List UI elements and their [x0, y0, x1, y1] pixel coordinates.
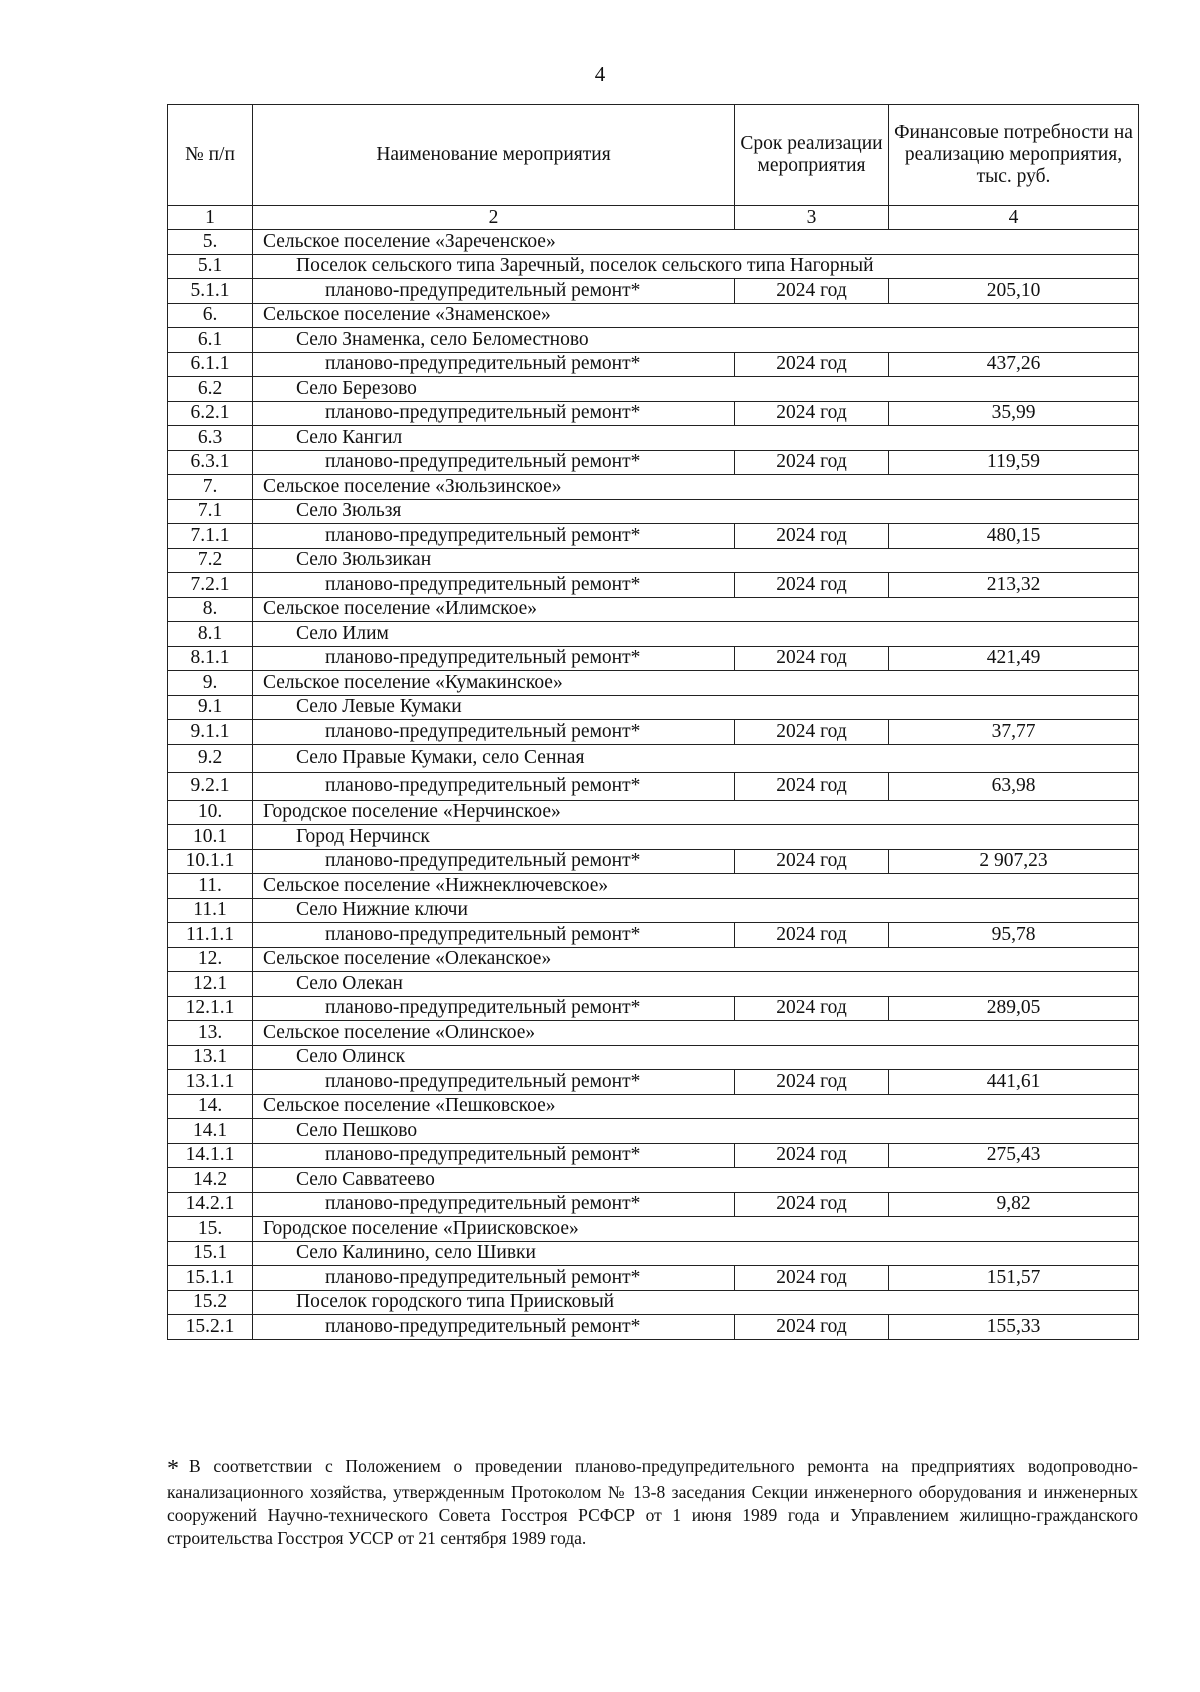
table-row — [168, 499, 1139, 524]
row-number: 5. — [168, 230, 253, 255]
row-name: планово-предупредительный ремонт* — [253, 923, 735, 948]
table-header-row — [168, 105, 1139, 206]
row-amount: 421,49 — [889, 646, 1139, 671]
row-name: Село Кангил — [253, 426, 1139, 451]
row-name: Село Зюльзикан — [253, 548, 1139, 573]
table-row — [168, 800, 1139, 825]
column-number-row — [168, 206, 1139, 230]
table-row — [168, 744, 1139, 772]
row-name: планово-предупредительный ремонт* — [253, 401, 735, 426]
row-amount: 437,26 — [889, 352, 1139, 377]
row-number: 12.1 — [168, 972, 253, 997]
column-number: 1 — [168, 206, 253, 230]
row-number: 14. — [168, 1094, 253, 1119]
row-number: 12. — [168, 947, 253, 972]
table-row — [168, 874, 1139, 899]
row-amount: 205,10 — [889, 279, 1139, 304]
table-row — [168, 646, 1139, 671]
row-name: планово-предупредительный ремонт* — [253, 524, 735, 549]
table-row — [168, 1094, 1139, 1119]
table-row — [168, 947, 1139, 972]
row-number: 8. — [168, 597, 253, 622]
row-number: 11.1 — [168, 898, 253, 923]
row-name: Поселок сельского типа Заречный, поселок сельского типа Нагорный — [253, 254, 1139, 279]
row-term: 2024 год — [735, 1070, 889, 1095]
row-amount: 289,05 — [889, 996, 1139, 1021]
row-name: Сельское поселение «Зареченское» — [253, 230, 1139, 255]
table-row — [168, 230, 1139, 255]
row-term: 2024 год — [735, 1143, 889, 1168]
row-amount: 63,98 — [889, 772, 1139, 800]
row-number: 14.1.1 — [168, 1143, 253, 1168]
row-term: 2024 год — [735, 352, 889, 377]
row-number: 7.2.1 — [168, 573, 253, 598]
row-name: планово-предупредительный ремонт* — [253, 1070, 735, 1095]
table-row — [168, 622, 1139, 647]
row-term: 2024 год — [735, 279, 889, 304]
row-name: Село Олекан — [253, 972, 1139, 997]
row-name: планово-предупредительный ремонт* — [253, 1315, 735, 1340]
row-term: 2024 год — [735, 450, 889, 475]
row-number: 9. — [168, 671, 253, 696]
page-number: 4 — [594, 62, 606, 86]
table-row — [168, 303, 1139, 328]
table-row — [168, 1168, 1139, 1193]
row-name: планово-предупредительный ремонт* — [253, 1192, 735, 1217]
row-number: 7.2 — [168, 548, 253, 573]
row-number: 5.1.1 — [168, 279, 253, 304]
table-row — [168, 377, 1139, 402]
table-row — [168, 671, 1139, 696]
row-name: планово-предупредительный ремонт* — [253, 450, 735, 475]
row-number: 6.3 — [168, 426, 253, 451]
row-number: 15.1.1 — [168, 1266, 253, 1291]
row-number: 10. — [168, 800, 253, 825]
column-number: 2 — [253, 206, 735, 230]
row-name: Сельское поселение «Пешковское» — [253, 1094, 1139, 1119]
row-number: 14.1 — [168, 1119, 253, 1144]
row-term: 2024 год — [735, 401, 889, 426]
row-name: Село Савватеево — [253, 1168, 1139, 1193]
row-number: 8.1 — [168, 622, 253, 647]
row-term: 2024 год — [735, 1192, 889, 1217]
header-term: Срок реализации мероприятия — [735, 105, 889, 206]
table-body — [168, 230, 1139, 1340]
row-amount: 441,61 — [889, 1070, 1139, 1095]
table-row — [168, 352, 1139, 377]
row-name: планово-предупредительный ремонт* — [253, 1266, 735, 1291]
row-name: планово-предупредительный ремонт* — [253, 772, 735, 800]
row-name: Село Правые Кумаки, село Сенная — [253, 744, 1139, 772]
row-number: 11. — [168, 874, 253, 899]
table-row — [168, 695, 1139, 720]
row-name: Село Березово — [253, 377, 1139, 402]
row-name: планово-предупредительный ремонт* — [253, 720, 735, 745]
row-amount: 480,15 — [889, 524, 1139, 549]
row-amount: 213,32 — [889, 573, 1139, 598]
row-name: планово-предупредительный ремонт* — [253, 849, 735, 874]
footnote-text: В соответствии с Положением о проведении планово-предупредительного ремонта на предприятиях водопроводно-канализационного хозяйства, утвержденным Протоколом № 13-8 заседания Секции инженерного оборудования и инженерных сооружений Научно-технического Совета Госстроя РСФСР от 1 июня 1989 года и Управлением жилищно-гражданского строительства Госстроя УССР от 21 сентября 1989 года. — [167, 1456, 1138, 1548]
row-number: 7.1 — [168, 499, 253, 524]
table-row — [168, 1192, 1139, 1217]
row-term: 2024 год — [735, 524, 889, 549]
table-row — [168, 849, 1139, 874]
header-name: Наименование мероприятия — [253, 105, 735, 206]
header-finance: Финансовые потребности на реализацию мероприятия, тыс. руб. — [889, 105, 1139, 206]
row-name: Село Пешково — [253, 1119, 1139, 1144]
table-row — [168, 573, 1139, 598]
table-row — [168, 475, 1139, 500]
row-name: планово-предупредительный ремонт* — [253, 279, 735, 304]
row-amount: 95,78 — [889, 923, 1139, 948]
row-name: планово-предупредительный ремонт* — [253, 646, 735, 671]
row-number: 10.1 — [168, 825, 253, 850]
row-number: 6.1 — [168, 328, 253, 353]
row-number: 5.1 — [168, 254, 253, 279]
table-row — [168, 972, 1139, 997]
row-name: планово-предупредительный ремонт* — [253, 996, 735, 1021]
row-name: Поселок городского типа Приисковый — [253, 1290, 1139, 1315]
row-amount: 275,43 — [889, 1143, 1139, 1168]
row-name: Сельское поселение «Зюльзинское» — [253, 475, 1139, 500]
table-row — [168, 401, 1139, 426]
table-row — [168, 548, 1139, 573]
row-number: 9.1 — [168, 695, 253, 720]
row-number: 15.2.1 — [168, 1315, 253, 1340]
row-amount: 151,57 — [889, 1266, 1139, 1291]
row-number: 6.1.1 — [168, 352, 253, 377]
table-row — [168, 524, 1139, 549]
row-number: 6. — [168, 303, 253, 328]
row-number: 15. — [168, 1217, 253, 1242]
row-term: 2024 год — [735, 996, 889, 1021]
row-amount: 155,33 — [889, 1315, 1139, 1340]
row-name: Сельское поселение «Олинское» — [253, 1021, 1139, 1046]
row-term: 2024 год — [735, 573, 889, 598]
row-term: 2024 год — [735, 1315, 889, 1340]
row-number: 13.1 — [168, 1045, 253, 1070]
table-row — [168, 328, 1139, 353]
row-name: Село Знаменка, село Беломестново — [253, 328, 1139, 353]
row-amount: 119,59 — [889, 450, 1139, 475]
row-amount: 2 907,23 — [889, 849, 1139, 874]
row-name: Городское поселение «Нерчинское» — [253, 800, 1139, 825]
row-term: 2024 год — [735, 923, 889, 948]
row-term: 2024 год — [735, 720, 889, 745]
row-name: Село Илим — [253, 622, 1139, 647]
footnote — [167, 1455, 1138, 1550]
row-name: планово-предупредительный ремонт* — [253, 1143, 735, 1168]
row-number: 14.2 — [168, 1168, 253, 1193]
row-name: Сельское поселение «Знаменское» — [253, 303, 1139, 328]
row-amount: 37,77 — [889, 720, 1139, 745]
row-term: 2024 год — [735, 772, 889, 800]
row-number: 7.1.1 — [168, 524, 253, 549]
footnote-star: * — [167, 1456, 179, 1482]
row-number: 12.1.1 — [168, 996, 253, 1021]
table-row — [168, 254, 1139, 279]
row-term: 2024 год — [735, 646, 889, 671]
header-num: № п/п — [168, 105, 253, 206]
table-row — [168, 450, 1139, 475]
row-number: 10.1.1 — [168, 849, 253, 874]
table-row — [168, 1241, 1139, 1266]
row-number: 14.2.1 — [168, 1192, 253, 1217]
measures-table — [167, 104, 1139, 1340]
table-row — [168, 279, 1139, 304]
column-number: 4 — [889, 206, 1139, 230]
row-name: Сельское поселение «Олеканское» — [253, 947, 1139, 972]
row-name: Городское поселение «Приисковское» — [253, 1217, 1139, 1242]
row-name: Село Зюльзя — [253, 499, 1139, 524]
row-number: 13.1.1 — [168, 1070, 253, 1095]
row-number: 8.1.1 — [168, 646, 253, 671]
table-row — [168, 1045, 1139, 1070]
table-row — [168, 426, 1139, 451]
table-row — [168, 825, 1139, 850]
row-number: 11.1.1 — [168, 923, 253, 948]
row-name: Сельское поселение «Илимское» — [253, 597, 1139, 622]
table-row — [168, 1290, 1139, 1315]
table-row — [168, 1021, 1139, 1046]
row-name: планово-предупредительный ремонт* — [253, 352, 735, 377]
row-name: планово-предупредительный ремонт* — [253, 573, 735, 598]
row-amount: 35,99 — [889, 401, 1139, 426]
row-number: 6.3.1 — [168, 450, 253, 475]
table-row — [168, 1143, 1139, 1168]
table-row — [168, 597, 1139, 622]
row-name: Село Олинск — [253, 1045, 1139, 1070]
row-term: 2024 год — [735, 1266, 889, 1291]
table-row — [168, 923, 1139, 948]
row-name: Город Нерчинск — [253, 825, 1139, 850]
column-number: 3 — [735, 206, 889, 230]
row-term: 2024 год — [735, 849, 889, 874]
row-name: Сельское поселение «Нижнеключевское» — [253, 874, 1139, 899]
row-number: 15.2 — [168, 1290, 253, 1315]
table-row — [168, 1217, 1139, 1242]
row-number: 9.2.1 — [168, 772, 253, 800]
row-number: 13. — [168, 1021, 253, 1046]
row-name: Село Калинино, село Шивки — [253, 1241, 1139, 1266]
table-row — [168, 1070, 1139, 1095]
row-name: Сельское поселение «Кумакинское» — [253, 671, 1139, 696]
row-name: Село Нижние ключи — [253, 898, 1139, 923]
row-name: Село Левые Кумаки — [253, 695, 1139, 720]
table-row — [168, 898, 1139, 923]
row-number: 7. — [168, 475, 253, 500]
table-row — [168, 1266, 1139, 1291]
table-row — [168, 720, 1139, 745]
row-amount: 9,82 — [889, 1192, 1139, 1217]
table-row — [168, 772, 1139, 800]
row-number: 9.1.1 — [168, 720, 253, 745]
table-row — [168, 1315, 1139, 1340]
table-row — [168, 1119, 1139, 1144]
table-row — [168, 996, 1139, 1021]
row-number: 6.2.1 — [168, 401, 253, 426]
row-number: 6.2 — [168, 377, 253, 402]
row-number: 15.1 — [168, 1241, 253, 1266]
row-number: 9.2 — [168, 744, 253, 772]
